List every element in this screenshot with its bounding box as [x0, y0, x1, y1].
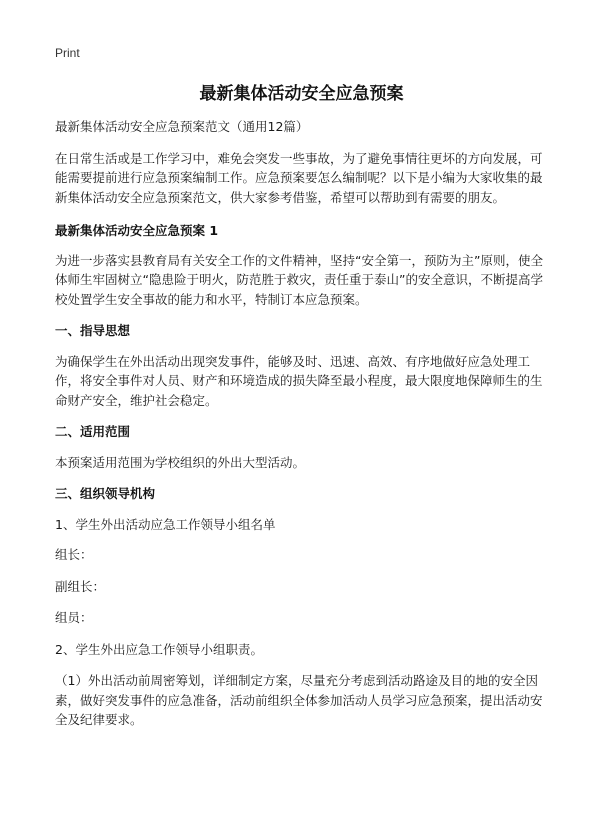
- org-deputy-leader-label: 副组长：: [55, 578, 106, 594]
- org-item-list-title: 1、学生外出活动应急工作领导小组名单: [55, 516, 276, 532]
- plan-intro-paragraph: 为进一步落实县教育局有关安全工作的文件精神，坚持“安全第一，预防为主”原则，使全体师生牢固树立“隐患险于明火，防范胜于救灾，责任重于泰山”的安全意识，不断提高学校处置学生安全事故的能力和水平，特制订本应急预案。: [55, 252, 543, 307]
- section-heading-scope: 二、适用范围: [55, 424, 131, 439]
- print-link[interactable]: Print: [55, 46, 80, 60]
- org-members-label: 组员：: [55, 610, 93, 625]
- section-heading-organization: 三、组织领导机构: [55, 486, 156, 501]
- document-title: 最新集体活动安全应急预案: [199, 84, 404, 104]
- plan-heading: 最新集体活动安全应急预案 1: [55, 223, 219, 238]
- section-body-guiding-principle: 为确保学生在外出活动出现突发事件，能够及时、迅速、高效、有序地做好应急处理工作，将安全事件对人员、财产和环境造成的损失降至最小程度，最大限度地保障师生的生命财产安全，维护社会稳定。: [55, 353, 543, 408]
- intro-paragraph: 在日常生活或是工作学习中，难免会突发一些事故，为了避免事情往更坏的方向发展，可能需要提前进行应急预案编制工作。应急预案要怎么编制呢？以下是小编为大家收集的最新集体活动安全应急预案范文，供大家参考借鉴，希望可以帮助到有需要的朋友。: [55, 150, 543, 205]
- section-body-scope: 本预案适用范围为学校组织的外出大型活动。: [55, 454, 306, 470]
- org-duty-item-1: （1）外出活动前周密筹划，详细制定方案，尽量充分考虑到活动路途及目的地的安全因素，做好突发事件的应急准备，活动前组织全体参加活动人员学习应急预案，提出活动安全及纪律要求。: [55, 673, 543, 727]
- org-leader-label: 组长：: [55, 547, 93, 562]
- document-subtitle: 最新集体活动安全应急预案范文（通用12篇）: [55, 119, 309, 134]
- org-duties-title: 2、学生外出应急工作领导小组职责。: [55, 641, 263, 657]
- section-heading-guiding-principle: 一、指导思想: [55, 323, 131, 338]
